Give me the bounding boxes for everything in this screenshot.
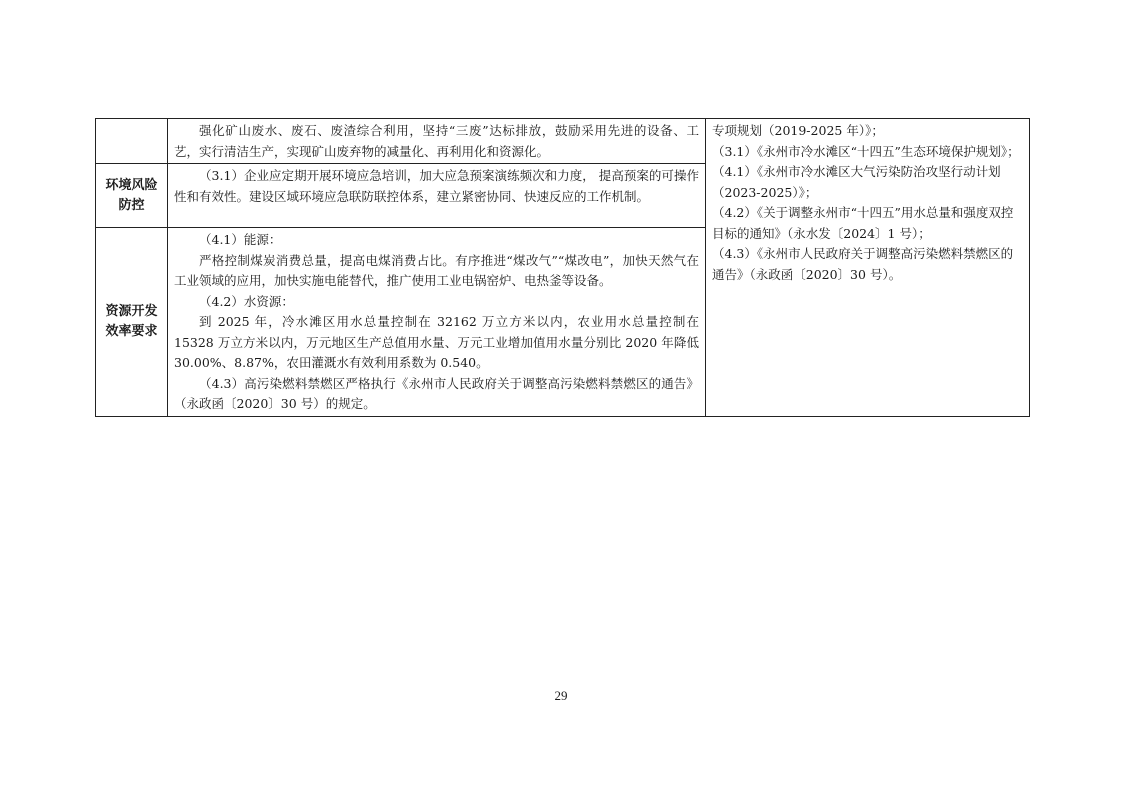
category-label: 环境风险 xyxy=(105,177,158,193)
content-paragraph: 严格控制煤炭消费总量，提高电煤消费占比。有序推进“煤改气”“煤改电”，加快天然气在工业领域的应用，加快实施电能替代，推广使用工业电锅窑炉、电热釜等设备。 xyxy=(174,252,699,288)
content-paragraph: 到 2025 年，冷水滩区用水总量控制在 32162 万立方米以内，农业用水总量控制在 15328 万立方米以内，万元地区生产总值用水量、万元工业增加值用水量分别比 2020 年降低 30.00%、8.87%，农田灌溉水有效利用系数为 0.540。 xyxy=(174,314,699,370)
category-label: 防控 xyxy=(118,197,145,213)
basis-item: （4.1）《永州市冷水滩区大气污染防治攻坚行动计划（2023-2025）》； xyxy=(712,164,1001,200)
content-paragraph: 强化矿山废水、废石、废渣综合利用，坚持“三废”达标排放，鼓励采用先进的设备、工艺，实行清洁生产，实现矿山废弃物的减量化、再利用化和资源化。 xyxy=(174,123,699,159)
page-number: 29 xyxy=(554,688,568,703)
content-paragraph: （3.1）企业应定期开展环境应急培训，加大应急预案演练频次和力度， 提高预案的可操作性和有效性。建设区域环境应急联防联控体系，建立紧密协同、快速反应的工作机制。 xyxy=(174,168,699,204)
table-row xyxy=(96,119,1030,164)
category-cell xyxy=(96,228,168,417)
category-label: 资源开发 xyxy=(105,303,158,319)
basis-cell xyxy=(706,119,1030,417)
basis-item: （3.1）《永州市冷水滩区“十四五”生态环境保护规划》； xyxy=(712,143,1020,159)
content-cell xyxy=(168,228,706,417)
category-cell xyxy=(96,119,168,164)
category-cell xyxy=(96,164,168,228)
category-label: 效率要求 xyxy=(105,323,158,339)
content-paragraph: （4.1）能源： xyxy=(199,232,282,247)
requirements-table xyxy=(95,118,1030,417)
basis-item: （4.2）《关于调整永州市“十四五”用水总量和强度双控目标的通知》（永水发〔2024〕1 号）； xyxy=(712,205,1014,241)
content-paragraph: （4.3）高污染燃料禁燃区严格执行《永州市人民政府关于调整高污染燃料禁燃区的通告》（永政函〔2020〕30 号）的规定。 xyxy=(174,375,699,411)
content-cell xyxy=(168,164,706,228)
content-cell xyxy=(168,119,706,164)
content-paragraph: （4.2）水资源： xyxy=(199,293,294,309)
basis-item: 专项规划（2019-2025 年）》； xyxy=(712,123,884,138)
basis-item: （4.3）《永州市人民政府关于调整高污染燃料禁燃区的通告》（永政函〔2020〕30 号）。 xyxy=(712,246,1014,282)
